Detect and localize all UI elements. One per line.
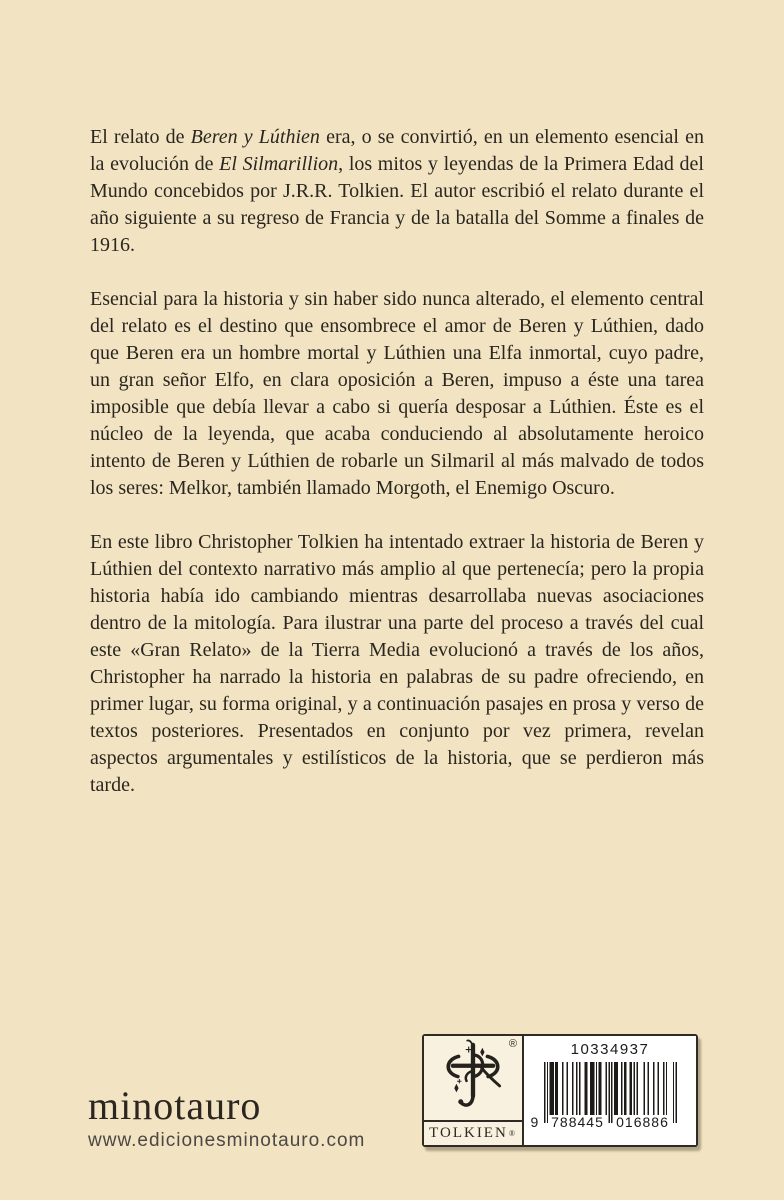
publisher-logo-minotauro: minotauro bbox=[88, 1083, 262, 1128]
tolkien-wordmark bbox=[424, 1120, 522, 1145]
paragraph-text: era, o se convirtió, en un elemento esencial en la evolución de bbox=[90, 126, 704, 175]
synopsis-text-block bbox=[90, 124, 704, 826]
isbn-digit-group: 788445 bbox=[548, 1115, 608, 1130]
book-title-italic: Beren y Lúthien bbox=[190, 126, 320, 148]
monogram-cell bbox=[424, 1036, 522, 1120]
synopsis-paragraph-1 bbox=[90, 124, 704, 259]
isbn-digit-group: 9 bbox=[530, 1114, 540, 1130]
colophon-box bbox=[422, 1034, 698, 1147]
internal-code: 10334937 bbox=[570, 1041, 650, 1058]
synopsis-paragraph-3: En este libro Christopher Tolkien ha intentado extraer la historia de Beren y Lúthien del contexto narrativo más amplio al que pertenecía; pero la propia historia había ido cambiando mientras desarrollaba nuevas asociaciones dentro de la mitología. Para ilustrar una parte del proceso a través del cual este «Gran Relato» de la Tierra Media evolucionó a través de los años, Christopher ha narrado la historia en palabras de su padre ofreciendo, en primer lugar, su forma original, y a continuación pasajes en prosa y verso de textos posteriores. Presentados en conjunto por vez primera, revelan aspectos argumentales y estilísticos de la historia, que se perdieron más tarde. bbox=[90, 531, 704, 796]
registered-trademark-icon: ® bbox=[508, 1038, 517, 1050]
isbn-digit-group: 016886 bbox=[613, 1115, 673, 1130]
publisher-block bbox=[88, 1083, 366, 1151]
tolkien-wordmark-text: TOLKIEN bbox=[429, 1125, 508, 1141]
tolkien-monogram-icon bbox=[437, 1037, 509, 1119]
book-title-italic: El Silmarillion bbox=[219, 153, 339, 175]
barcode-panel bbox=[524, 1036, 696, 1145]
paragraph-text: , los mitos y leyendas de la Primera Edad del Mundo concebidos por J.R.R. Tolkien. El autor escribió el relato durante el año siguiente a su regreso de Francia y de la batalla del Somme a finales de 1916. bbox=[90, 153, 704, 256]
publisher-website: www.edicionesminotauro.com bbox=[88, 1130, 366, 1151]
paragraph-text: El relato de bbox=[90, 126, 191, 148]
tolkien-brand-column bbox=[424, 1036, 524, 1145]
synopsis-paragraph-2: Esencial para la historia y sin haber sido nunca alterado, el elemento central del relato es el destino que ensombrece el amor de Beren y Lúthien, dado que Beren era un hombre mortal y Lúthien una Elfa inmortal, cuyo padre, un gran señor Elfo, en clara oposición a Beren, impuso a éste una tarea imposible que debía llevar a cabo si quería desposar a Lúthien. Éste es el núcleo de la leyenda, que acaba conduciendo al absolutamente heroico intento de Beren y Lúthien de robarle un Silmaril al más malvado de todos los seres: Melkor, también llamado Morgoth, el Enemigo Oscuro. bbox=[90, 288, 704, 499]
registered-trademark-icon: ® bbox=[508, 1129, 517, 1138]
ean13-barcode bbox=[530, 1062, 677, 1138]
